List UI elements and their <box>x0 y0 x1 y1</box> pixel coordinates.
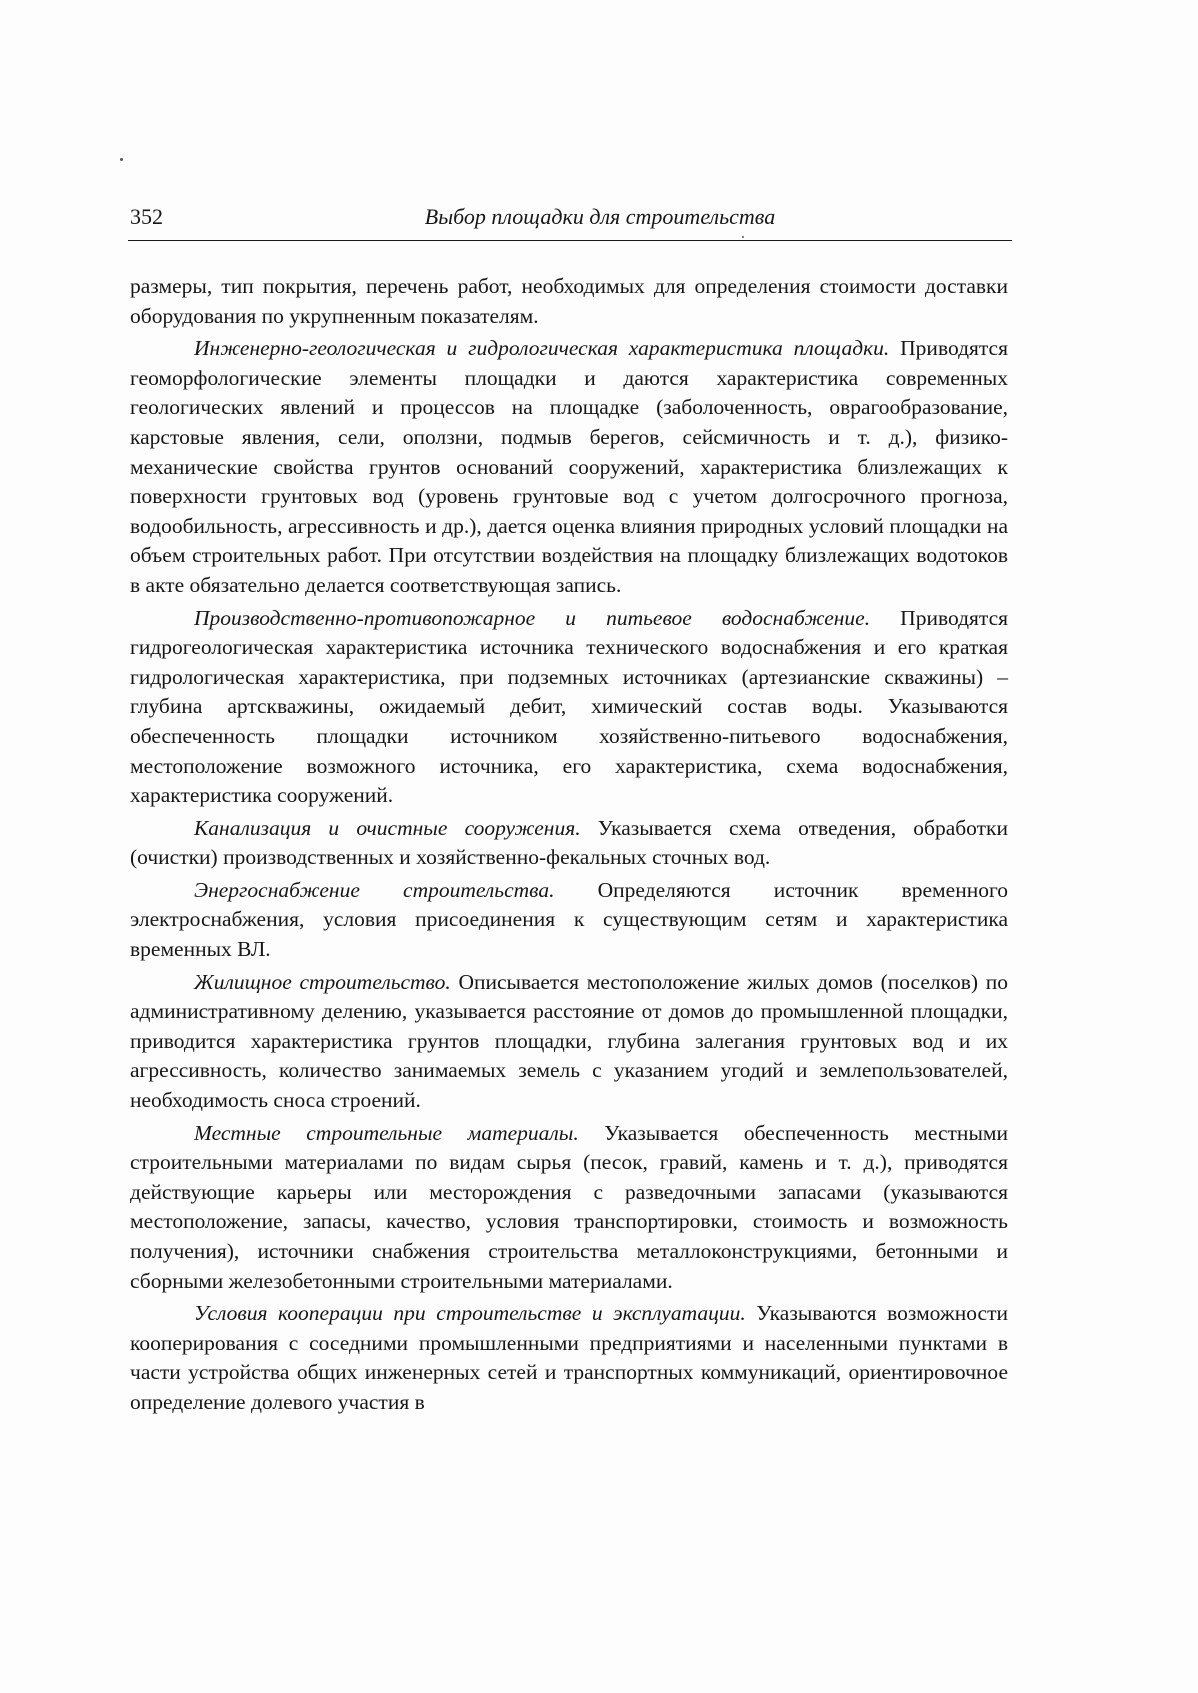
paragraph-text: Указываются возможности кооперирования с соседними промышленными предприятиями и населенными пунктами в части устройства общих инженерных сетей и транспортных коммуникаций, ориентировочное определение долевого участия в <box>130 1301 1008 1414</box>
paragraph-text: Описывается местоположение жилых домов (поселков) по административному делению, указывается расстояние от домов до промышленной площадки, приводится характеристика грунтов площадки, глубина залегания грунтовых вод и их агрессивность, количество занимаемых земель с указанием угодий и землепользователей, необходимость сноса строений. <box>130 969 1009 1113</box>
paragraph <box>130 1299 1008 1417</box>
paragraph-heading: Условия кооперации при строительстве и эксплуатации. <box>194 1301 746 1326</box>
page-header <box>130 204 1010 234</box>
header-rule <box>128 240 1012 241</box>
body-text <box>130 272 1008 1421</box>
paragraph <box>130 272 1008 331</box>
paragraph <box>130 968 1008 1116</box>
paragraph <box>130 334 1008 600</box>
paragraph <box>130 604 1008 811</box>
paragraph-text: Указывается схема отведения, обработки (очистки) производственных и хозяйственно-фекальных сточных вод. <box>130 815 1008 870</box>
paragraph <box>130 1119 1008 1297</box>
paragraph <box>130 814 1008 873</box>
paragraph-text: Указывается обеспеченность местными строительными материалами по видам сырья (песок, гравий, камень и т. д.), приводятся действующие карьеры или месторождения с разведочными запасами (указываются местоположение, запасы, качество, условия транспортировки, стоимость и возможность получения), источники снабжения строительства металлоконструкциями, бетонными и сборными железобетонными строительными материалами. <box>130 1120 1008 1293</box>
paragraph-heading: Жилищное строительство. <box>194 969 451 994</box>
running-title: Выбор площадки для строительства <box>424 204 776 229</box>
paragraph-text: Определяются источник временного электроснабжения, условия присоединения к существующим сетям и характеристика временных ВЛ. <box>130 877 1008 962</box>
paragraph-heading: Канализация и очистные сооружения. <box>194 815 581 840</box>
paragraph-heading: Инженерно-геологическая и гидрологическая характеристика площадки. <box>194 336 890 361</box>
scan-speck <box>742 236 744 238</box>
paragraph-text: Приводятся геоморфологические элементы площадки и даются характеристика современных геологических явлений и процессов на площадке (заболоченность, оврагообразование, карстовые явления, сели, оползни, подмыв берегов, сейсмичность и т. д.), физико-механические свойства грунтов оснований сооружений, характеристика близлежащих к поверхности грунтовых вод (уровень грунтовые вод с учетом долгосрочного прогноза, водообильность, агрессивность и др.), дается оценка влияния природных условий площадки на объем строительных работ. При отсутствии воздействия на площадку близлежащих водотоков в акте обязательно делается соответствующая запись. <box>130 336 1008 597</box>
paragraph-heading: Энергоснабжение строительства. <box>194 877 555 902</box>
paragraph <box>130 876 1008 965</box>
scan-speck <box>120 158 123 161</box>
paragraph-heading: Производственно-противопожарное и питьевое водоснабжение. <box>194 605 871 630</box>
paragraph-heading: Местные строительные материалы. <box>194 1120 579 1145</box>
page-number: 352 <box>130 204 163 229</box>
paragraph-text: Приводятся гидрогеологическая характеристика источника технического водоснабжения и его краткая гидрологическая характеристика, при подземных источниках (артезианские скважины) – глубина артскважины, ожидаемый дебит, химический состав воды. Указываются обеспеченность площадки источником хозяйственно-питьевого водоснабжения, местоположение возможного источника, его характеристика, схема водоснабжения, характеристика сооружений. <box>130 605 1008 808</box>
paragraph-text: размеры, тип покрытия, перечень работ, необходимых для определения стоимости доставки оборудования по укрупненным показателям. <box>130 274 1008 328</box>
